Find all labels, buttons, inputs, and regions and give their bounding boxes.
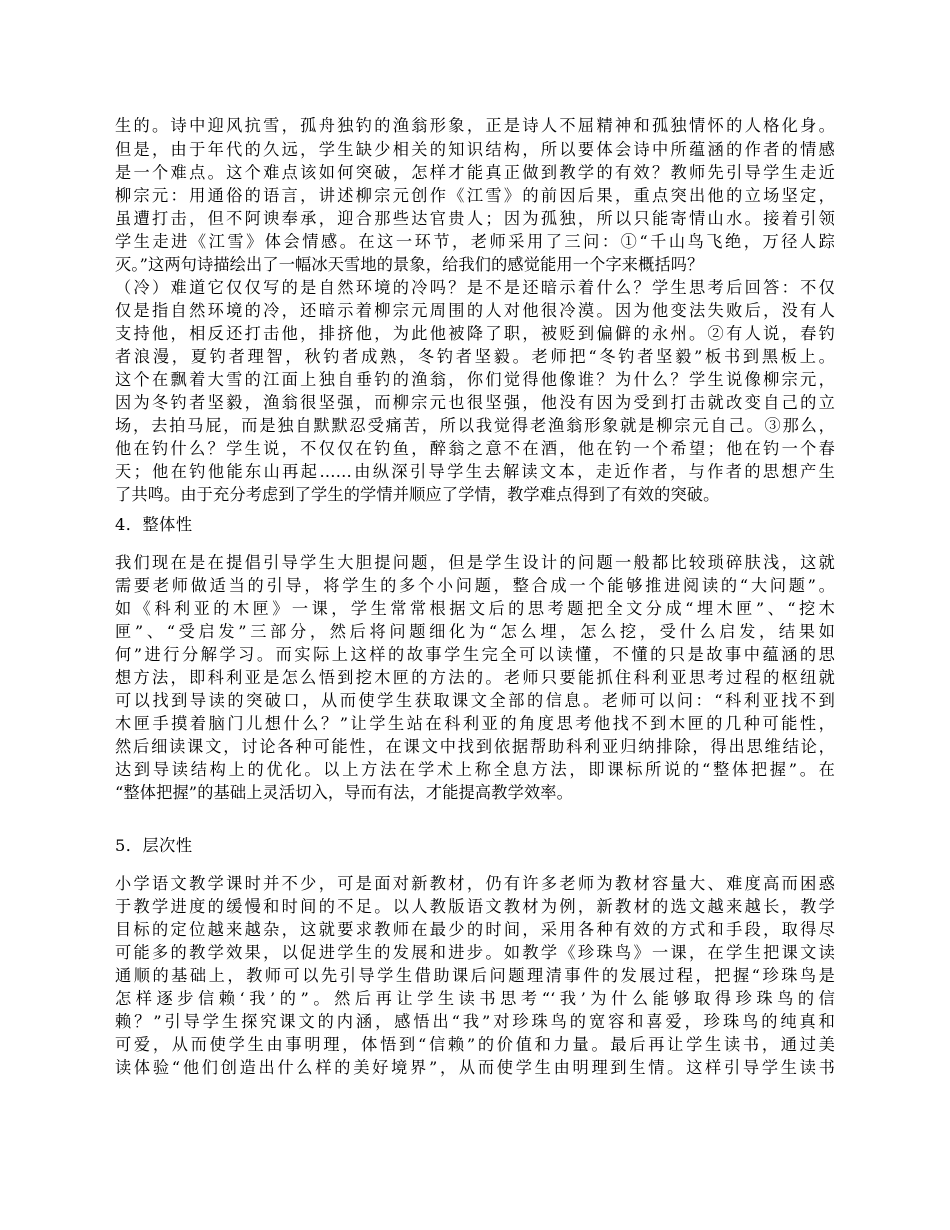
text-line: 小学语文教学课时并不少，可是面对新教材，仍有许多老师为教材容量大、难度高而困惑 — [115, 874, 835, 893]
text-line: 支持他，相反还打击他，排挤他，为此他被降了职，被贬到偏僻的永州。②有人说，春钓 — [115, 324, 835, 343]
text-line: 但是，由于年代的久远，学生缺少相关的知识结构，所以要体会诗中所蕴涵的作者的情感 — [115, 140, 835, 159]
text-line: 目标的定位越来越杂，这就要求教师在最少的时间，采用各种有效的方式和手段，取得尽 — [115, 920, 835, 939]
text-line: 我们现在是在提倡引导学生大胆提问题，但是学生设计的问题一般都比较琐碎肤浅，这就 — [115, 553, 835, 572]
text-line: 是一个难点。这个难点该如何突破，怎样才能真正做到教学的有效？教师先引导学生走近 — [115, 163, 835, 182]
text-line: 这个在飘着大雪的江面上独自垂钓的渔翁，你们觉得他像谁？为什么？学生说像柳宗元， — [115, 370, 835, 389]
text-line: 者浪漫，夏钓者理智，秋钓者成熟，冬钓者坚毅。老师把“冬钓者坚毅”板书到黑板上。 — [115, 347, 835, 366]
text-line: 读体验“他们创造出什么样的美好境界”，从而使学生由明理到生情。这样引导学生读书 — [115, 1058, 835, 1077]
text-line: 学生走进《江雪》体会情感。在这一环节，老师采用了三问：①“千山鸟飞绝，万径人踪 — [115, 232, 835, 251]
text-line: 想方法，即科利亚是怎么悟到挖木匣的方法的。老师只要能抓住科利亚思考过程的枢纽就 — [115, 668, 835, 687]
text-line: 怎样逐步信赖‘我’的”。然后再让学生读书思考“‘我’为什么能够取得珍珠鸟的信 — [115, 989, 835, 1008]
text-line: 了共鸣。由于充分考虑到了学生的学情并顺应了学情，教学难点得到了有效的突破。 — [115, 485, 720, 504]
text-line: 生的。诗中迎风抗雪，孤舟独钓的渔翁形象，正是诗人不屈精神和孤独情怀的人格化身。 — [115, 116, 835, 135]
text-line: 木匣手摸着脑门儿想什么？”让学生站在科利亚的角度思考他找不到木匣的几种可能性， — [115, 714, 835, 733]
text-line: 通顺的基础上，教师可以先引导学生借助课后问题理清事件的发展过程，把握“珍珠鸟是 — [115, 966, 835, 985]
text-line: 可爱，从而使学生由事明理，体悟到“信赖”的价值和力量。最后再让学生读书，通过美 — [115, 1035, 835, 1054]
text-line: 可能多的教学效果，以促进学生的发展和进步。如教学《珍珠鸟》一课，在学生把课文读 — [115, 943, 835, 962]
text-line: 达到导读结构上的优化。以上方法在学术上称全息方法，即课标所说的“整体把握”。在 — [115, 760, 835, 779]
text-line: 需要老师做适当的引导，将学生的多个小问题，整合成一个能够推进阅读的“大问题”。 — [115, 576, 835, 595]
text-line: “整体把握”的基础上灵活切入，导而有法，才能提高教学效率。 — [115, 783, 573, 802]
text-line: 因为冬钓者坚毅，渔翁很坚强，而柳宗元也很坚强，他没有因为受到打击就改变自己的立 — [115, 393, 835, 412]
text-line: 虽遭打击，但不阿谀奉承，迎合那些达官贵人；因为孤独，所以只能寄情山水。接着引领 — [115, 209, 835, 228]
section-heading-4: 4．整体性 — [115, 515, 193, 534]
text-line: （冷）难道它仅仅写的是自然环境的冷吗？是不是还暗示着什么？学生思考后回答：不仅 — [115, 278, 835, 297]
text-line: 灭。”这两句诗描绘出了一幅冰天雪地的景象，给我们的感觉能用一个字来概括吗？ — [115, 255, 704, 274]
text-line: 然后细读课文，讨论各种可能性，在课文中找到依据帮助科利亚归纳排除，得出思维结论， — [115, 737, 835, 756]
text-line: 如《科利亚的木匣》一课，学生常常根据文后的思考题把全文分成“埋木匣”、“挖木 — [115, 599, 835, 618]
text-line: 于教学进度的缓慢和时间的不足。以人教版语文教材为例，新教材的选文越来越长，教学 — [115, 897, 835, 916]
text-line: 他在钓什么？学生说，不仅仅在钓鱼，醉翁之意不在酒，他在钓一个希望；他在钓一个春 — [115, 439, 835, 458]
text-line: 可以找到导读的突破口，从而使学生获取课文全部的信息。老师可以问：“科利亚找不到 — [115, 691, 835, 710]
text-line: 匣”、“受启发”三部分，然后将问题细化为“怎么埋，怎么挖，受什么启发，结果如 — [115, 622, 835, 641]
section-heading-5: 5．层次性 — [115, 836, 193, 855]
text-line: 天；他在钓他能东山再起……由纵深引导学生去解读文本，走近作者，与作者的思想产生 — [115, 462, 835, 481]
text-line: 赖？”引导学生探究课文的内涵，感悟出“我”对珍珠鸟的宽容和喜爱，珍珠鸟的纯真和 — [115, 1012, 835, 1031]
text-line: 场，去拍马屁，而是独自默默忍受痛苦，所以我觉得老渔翁形象就是柳宗元自己。③那么， — [115, 416, 835, 435]
text-line: 柳宗元：用通俗的语言，讲述柳宗元创作《江雪》的前因后果，重点突出他的立场坚定， — [115, 186, 835, 205]
text-line: 仅是指自然环境的冷，还暗示着柳宗元周围的人对他很冷漠。因为他变法失败后，没有人 — [115, 301, 835, 320]
text-line: 何”进行分解学习。而实际上这样的故事学生完全可以读懂，不懂的只是故事中蕴涵的思 — [115, 645, 835, 664]
